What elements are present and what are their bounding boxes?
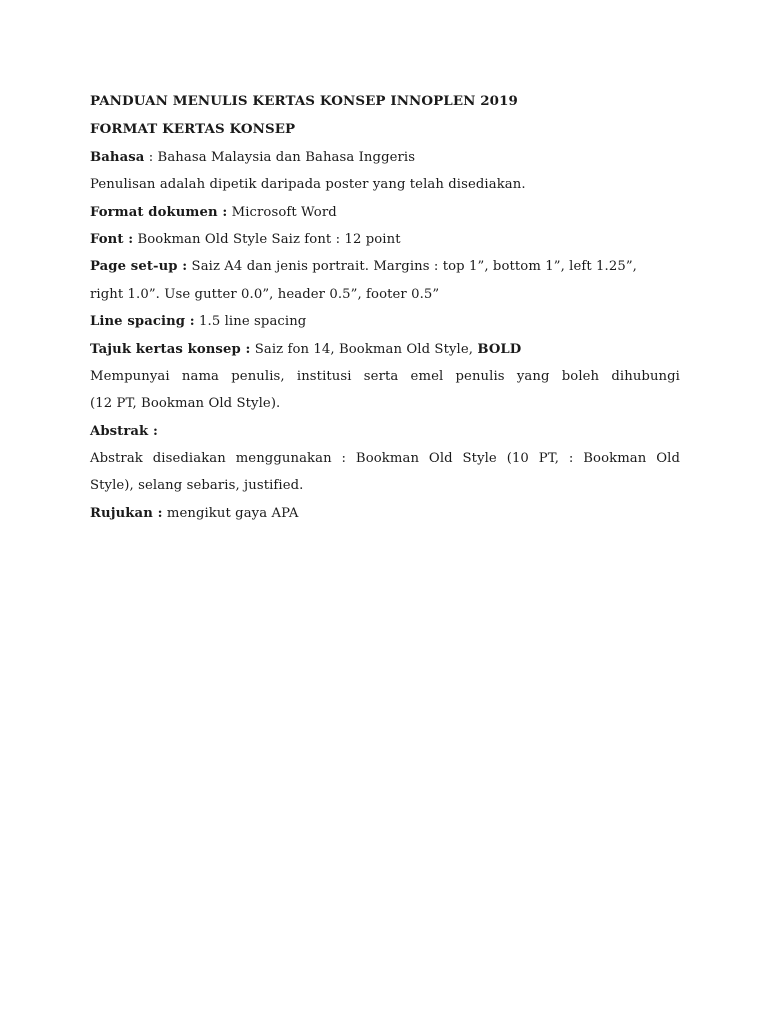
tajuk-label: Tajuk kertas konsep : bbox=[90, 341, 251, 357]
bahasa-line bbox=[90, 144, 680, 171]
rujukan-value: mengikut gaya APA bbox=[162, 505, 299, 521]
page-setup-line-1 bbox=[90, 253, 680, 280]
format-dokumen-label: Format dokumen : bbox=[90, 204, 228, 220]
tajuk-emphasis: BOLD bbox=[477, 341, 522, 357]
document-title: PANDUAN MENULIS KERTAS KONSEP INNOPLEN 2019 bbox=[90, 93, 518, 109]
bahasa-label: Bahasa bbox=[90, 149, 145, 165]
line-spacing-line bbox=[90, 308, 680, 335]
page-setup-label: Page set-up : bbox=[90, 259, 188, 275]
font-value: Bookman Old Style Saiz font : 12 point bbox=[133, 231, 401, 247]
document-body bbox=[90, 88, 680, 527]
page-setup-line-2: right 1.0”. Use gutter 0.0”, header 0.5”, footer 0.5” bbox=[90, 286, 440, 302]
format-dokumen-line bbox=[90, 199, 680, 226]
penulisan-line: Penulisan adalah dipetik daripada poster yang telah disediakan. bbox=[90, 177, 526, 193]
mempunyai-line-1: Mempunyai nama penulis, institusi serta emel penulis yang boleh dihubungi bbox=[90, 368, 680, 384]
abstrak-line-1: Abstrak disediakan menggunakan : Bookman Old Style (10 PT, : Bookman Old bbox=[90, 451, 680, 467]
mempunyai-line-2: (12 PT, Bookman Old Style). bbox=[90, 396, 281, 412]
tajuk-value: Saiz fon 14, Bookman Old Style, bbox=[250, 341, 478, 357]
page-setup-value-1: Saiz A4 dan jenis portrait. Margins : top 1”, bottom 1”, left 1.25”, bbox=[187, 259, 637, 275]
abstrak-line-2: Style), selang sebaris, justified. bbox=[90, 478, 304, 494]
rujukan-label: Rujukan : bbox=[90, 505, 163, 521]
line-spacing-label: Line spacing : bbox=[90, 314, 195, 330]
rujukan-line bbox=[90, 500, 680, 527]
line-spacing-value: 1.5 line spacing bbox=[194, 314, 307, 330]
bahasa-value: : Bahasa Malaysia dan Bahasa Inggeris bbox=[144, 149, 416, 165]
font-line bbox=[90, 226, 680, 253]
format-dokumen-value: Microsoft Word bbox=[227, 204, 337, 220]
tajuk-line bbox=[90, 336, 680, 363]
font-label: Font : bbox=[90, 231, 134, 247]
section-heading: FORMAT KERTAS KONSEP bbox=[90, 121, 296, 138]
abstrak-label: Abstrak : bbox=[90, 423, 158, 439]
